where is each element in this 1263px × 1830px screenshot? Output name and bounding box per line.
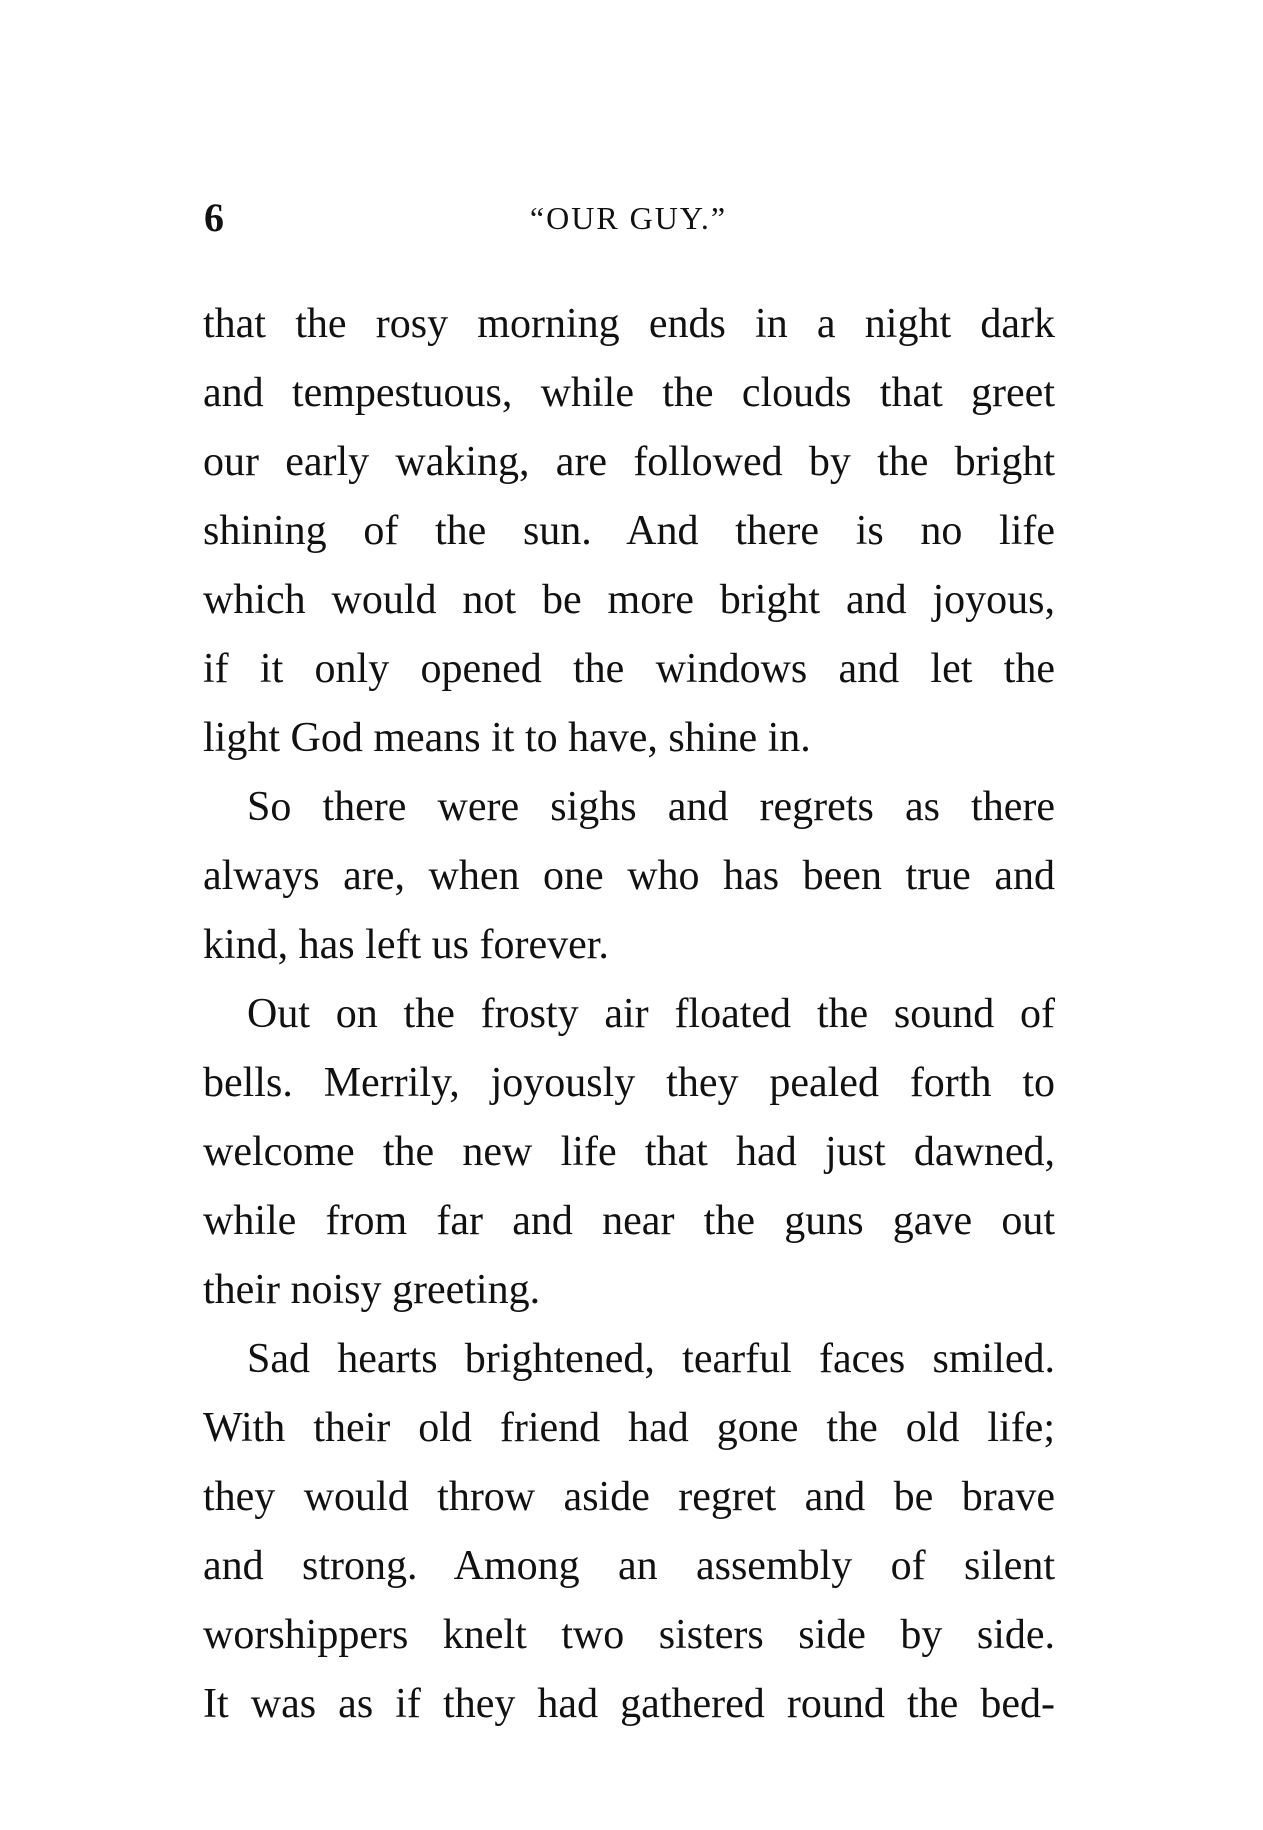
running-title: “OUR GUY.” [529, 200, 728, 236]
text-line: With their old friend had gone the old life; [203, 1405, 1055, 1451]
text-line: It was as if they had gathered round the bed- [203, 1681, 1055, 1727]
text-line: kind, has left us forever. [203, 922, 609, 968]
text-line: welcome the new life that had just dawned, [203, 1129, 1055, 1175]
text-line: Sad hearts brightened, tearful faces smiled. [247, 1336, 1055, 1382]
text-line: if it only opened the windows and let the [203, 646, 1055, 692]
text-line: our early waking, are followed by the bright [203, 439, 1055, 485]
text-line: while from far and near the guns gave out [203, 1198, 1055, 1244]
text-line: Out on the frosty air floated the sound of [247, 991, 1055, 1037]
text-line: light God means it to have, shine in. [203, 715, 811, 761]
body-text [203, 290, 1055, 1739]
text-line: they would throw aside regret and be brave [203, 1474, 1055, 1520]
text-line: always are, when one who has been true and [203, 853, 1055, 899]
text-line: and tempestuous, while the clouds that greet [203, 370, 1055, 416]
text-line: worshippers knelt two sisters side by side. [203, 1612, 1055, 1658]
text-line: So there were sighs and regrets as there [247, 784, 1055, 830]
text-line: that the rosy morning ends in a night dark [203, 301, 1055, 347]
text-line: which would not be more bright and joyous, [203, 577, 1055, 623]
text-line: their noisy greeting. [203, 1267, 541, 1313]
running-head [200, 190, 1057, 246]
page-number: 6 [204, 195, 224, 240]
text-line: and strong. Among an assembly of silent [203, 1543, 1055, 1589]
text-line: shining of the sun. And there is no life [203, 508, 1055, 554]
text-line: bells. Merrily, joyously they pealed forth to [203, 1060, 1055, 1106]
